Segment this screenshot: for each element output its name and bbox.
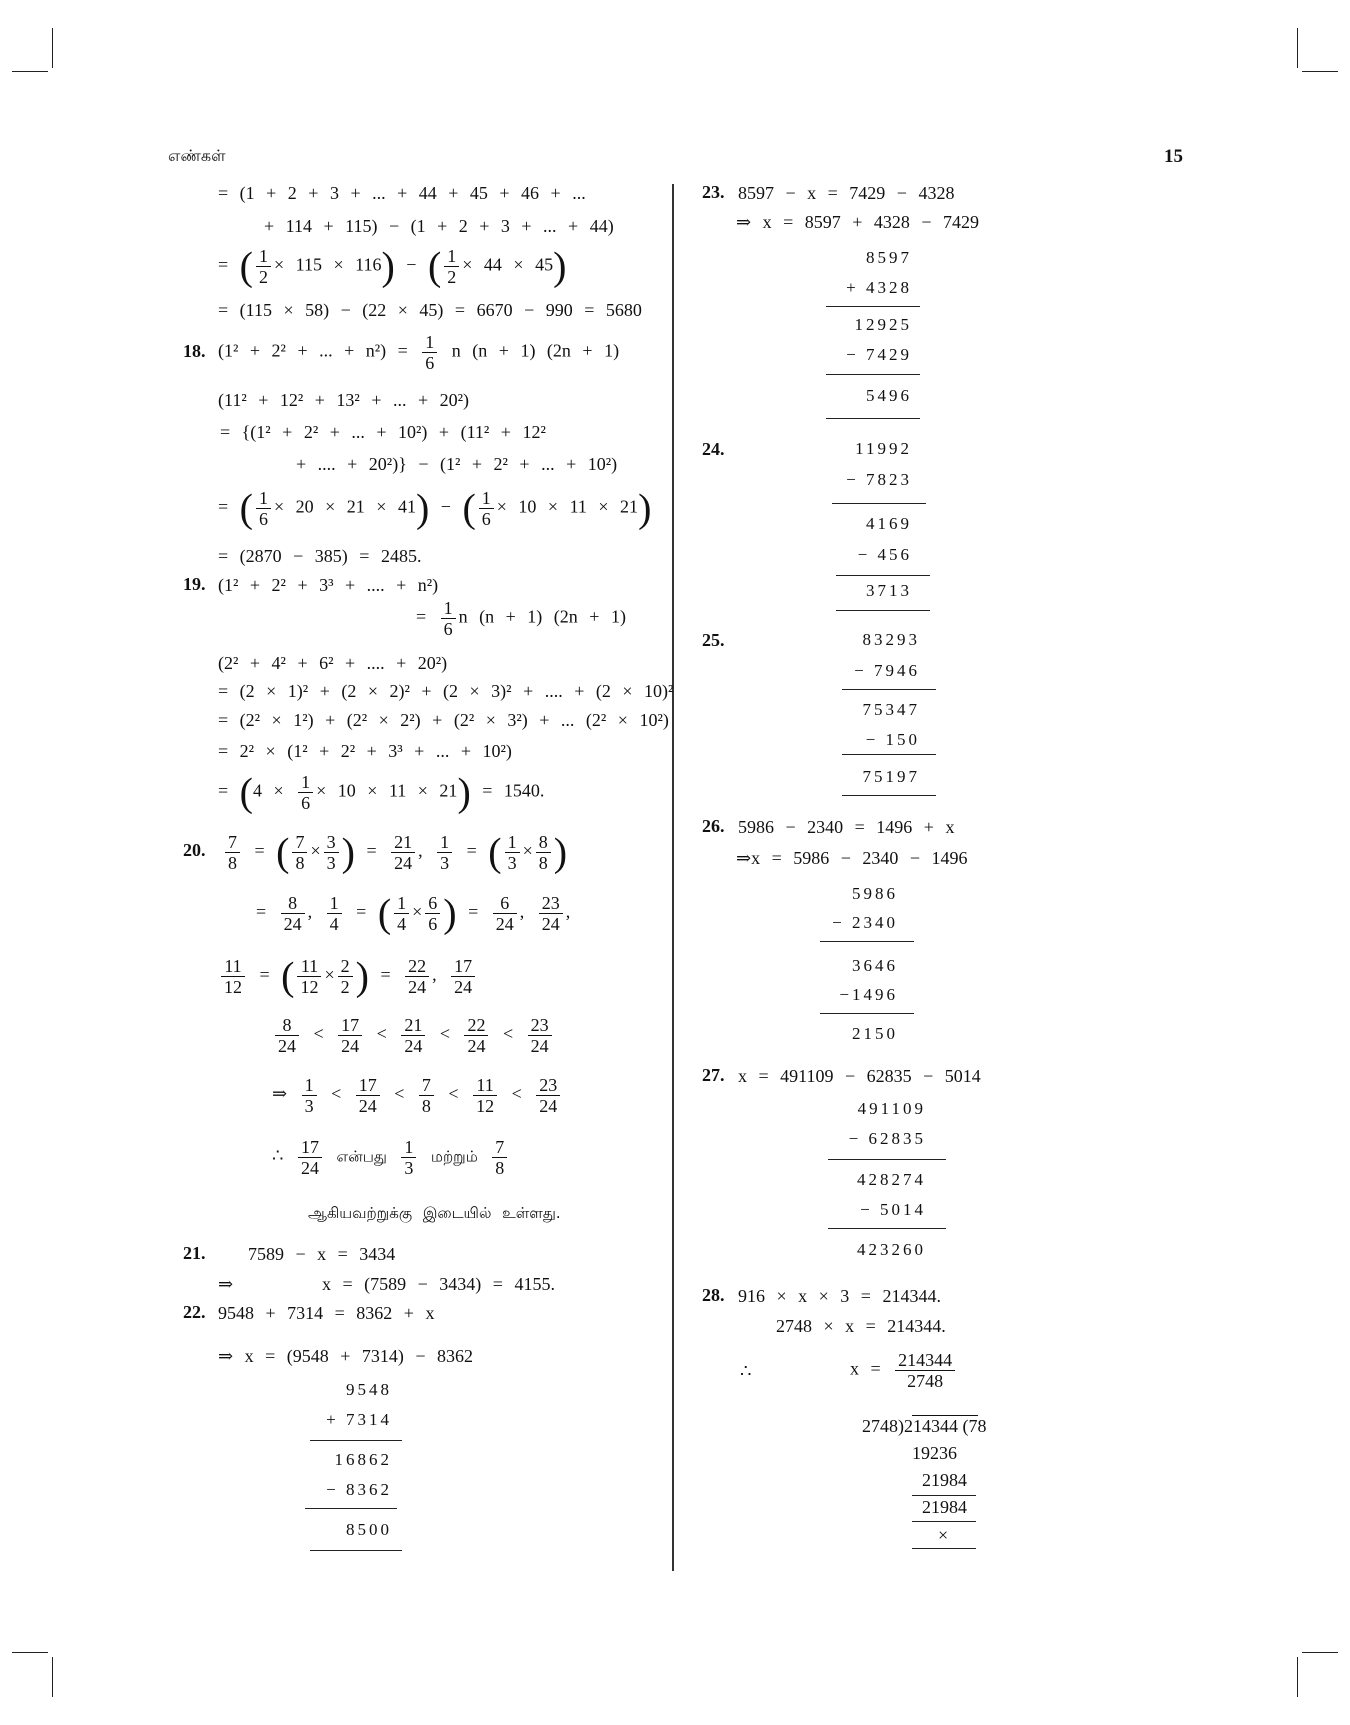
division-line: 2748)214344 (78: [862, 1416, 987, 1436]
column-value: 2150: [852, 1024, 898, 1043]
column-value: 8500: [346, 1520, 392, 1539]
eq-line: ⇒ x = 8597 + 4328 − 7429: [736, 212, 980, 232]
column-value: − 7946: [854, 661, 920, 680]
division-bar: [912, 1415, 978, 1416]
eq-line: + .... + 20²)} − (1² + 2² + ... + 10²): [296, 454, 618, 474]
column-value: − 5014: [860, 1200, 926, 1219]
sum-rule: [826, 306, 920, 307]
eq-line: ⇒: [218, 1274, 234, 1294]
eq-line: $\frac{11}{12}$ = ( $\frac{11}{12}$ × $\frac{2}{2}$ ) = $\frac{22}{24}$ , $\frac{17}{24}$: [218, 956, 478, 997]
question-number: 21.: [183, 1243, 206, 1263]
crop-mark: [12, 1652, 48, 1653]
crop-mark: [12, 71, 48, 72]
eq-line: = ( $\frac{1}{6}$ × 20 × 21 × 41) − ( $\frac{1}{6}$ × 10 × 11 × 21): [218, 485, 652, 531]
sum-rule: [826, 418, 920, 419]
question-number: 19.: [183, 574, 206, 594]
sum-rule: [828, 1159, 946, 1160]
eq-line: = ( $\frac{1}{2}$ × 115 × 116) − ( $\frac{1}{2}$ × 44 × 45): [218, 243, 567, 289]
column-value: + 4328: [846, 278, 912, 297]
eq-line: + 114 + 115) − (1 + 2 + 3 + ... + 44): [264, 216, 614, 236]
crop-mark: [1302, 1652, 1338, 1653]
sum-rule: [842, 795, 936, 796]
column-value: 4169: [866, 514, 912, 533]
question-number: 24.: [702, 439, 725, 459]
column-value: − 7823: [846, 470, 912, 489]
sum-rule: [828, 1228, 946, 1229]
column-value: − 8362: [326, 1480, 392, 1499]
running-header: எண்கள்: [168, 146, 226, 165]
column-value: 423260: [857, 1240, 926, 1259]
question-number: 18.: [183, 341, 206, 361]
column-value: 75347: [862, 700, 920, 719]
eq-line: (11² + 12² + 13² + ... + 20²): [218, 390, 470, 410]
column-value: 11992: [855, 439, 912, 458]
eq-line: (2² + 4² + 6² + .... + 20²): [218, 653, 448, 673]
eq-line: = (2 × 1)² + (2 × 2)² + (2 × 3)² + .... + (2 × 10)²: [218, 681, 674, 701]
eq-line: = $\frac{1}{6}$ n (n + 1) (2n + 1): [416, 598, 626, 639]
eq-line: ⇒ x = (9548 + 7314) − 8362: [218, 1346, 474, 1366]
eq-line: = (115 × 58) − (22 × 45) = 6670 − 990 = 5680: [218, 300, 642, 320]
column-value: 491109: [857, 1099, 926, 1118]
column-divider: [672, 184, 674, 1571]
column-value: −1496: [839, 985, 898, 1004]
eq-line: $\frac{7}{8}$ = ( $\frac{7}{8}$ × $\frac{3}{3}$ ) = $\frac{21}{24}$ , $\frac{1}{3}$ = ( $\frac{1}{3}$ × $\frac{8}{8}$ ): [222, 832, 567, 873]
eq-line: = {(1² + 2² + ... + 10²) + (11² + 12²: [220, 422, 546, 442]
sum-rule: [820, 941, 914, 942]
crop-mark: [1297, 28, 1298, 68]
column-value: 9548: [346, 1380, 392, 1399]
eq-line: x = $\frac{214344}{2748}$: [850, 1350, 958, 1391]
eq-line: x = (7589 − 3434) = 4155.: [322, 1274, 555, 1294]
page-number: 15: [1164, 146, 1183, 167]
sum-rule: [305, 1508, 397, 1509]
crop-mark: [52, 1657, 53, 1697]
column-value: 3713: [866, 581, 912, 600]
eq-line: ⇒x = 5986 − 2340 − 1496: [736, 848, 968, 868]
eq-line: x = 491109 − 62835 − 5014: [738, 1066, 981, 1086]
sum-rule: [836, 610, 930, 611]
eq-line: ⇒ $\frac{1}{3}$ < $\frac{17}{24}$ < $\frac{7}{8}$ < $\frac{11}{12}$ < $\frac{23}{24}$: [272, 1075, 563, 1116]
column-value: 3646: [852, 956, 898, 975]
column-value: − 456: [857, 545, 912, 564]
eq-line: = (4 × $\frac{1}{6}$ × 10 × 11 × 21) = 1540.: [218, 769, 545, 815]
column-value: − 2340: [832, 913, 898, 932]
crop-mark: [1297, 1657, 1298, 1697]
sum-rule: [912, 1521, 976, 1522]
sum-rule: [820, 1013, 914, 1014]
eq-line: 7589 − x = 3434: [248, 1244, 396, 1264]
column-value: 5496: [866, 386, 912, 405]
division-step: 19236: [912, 1443, 957, 1463]
column-value: 83293: [862, 630, 920, 649]
eq-line: 9548 + 7314 = 8362 + x: [218, 1303, 435, 1323]
column-value: − 150: [865, 730, 920, 749]
sum-rule: [826, 374, 920, 375]
question-number: 28.: [702, 1285, 725, 1305]
eq-line: = (2870 − 385) = 2485.: [218, 546, 422, 566]
column-value: 75197: [862, 767, 920, 786]
division-step: 21984: [922, 1470, 967, 1490]
column-value: 16862: [334, 1450, 392, 1469]
division-step: ×: [938, 1525, 949, 1545]
sum-rule: [842, 754, 936, 755]
sum-rule: [832, 503, 926, 504]
sum-rule: [842, 689, 936, 690]
eq-line: 2748 × x = 214344.: [776, 1316, 946, 1336]
question-number: 20.: [183, 840, 206, 860]
column-value: − 62835: [848, 1129, 926, 1148]
eq-line: = (1 + 2 + 3 + ... + 44 + 45 + 46 + ...: [218, 183, 586, 203]
sum-rule: [310, 1440, 402, 1441]
column-value: 8597: [866, 248, 912, 267]
sum-rule: [310, 1550, 402, 1551]
crop-mark: [1302, 71, 1338, 72]
eq-line: = 2² × (1² + 2² + 3³ + ... + 10²): [218, 741, 512, 761]
eq-line: = (2² × 1²) + (2² × 2²) + (2² × 3²) + ... (2² × 10²): [218, 710, 669, 730]
question-number: 23.: [702, 182, 725, 202]
eq-line: $\frac{8}{24}$ < $\frac{17}{24}$ < $\frac{21}{24}$ < $\frac{22}{24}$ < $\frac{23}{24}$: [272, 1015, 555, 1056]
sum-rule: [912, 1548, 976, 1549]
eq-line: ∴ $\frac{17}{24}$ என்பது $\frac{1}{3}$ மற்றும் $\frac{7}{8}$: [272, 1137, 510, 1178]
eq-line: ∴: [740, 1361, 752, 1381]
eq-line: (1² + 2² + 3³ + .... + n²): [218, 575, 439, 595]
question-number: 26.: [702, 816, 725, 836]
eq-line: = $\frac{8}{24}$ , $\frac{1}{4}$ = ( $\frac{1}{4}$ × $\frac{6}{6}$ ) = $\frac{6}{24}$ , $\frac{23}{24}$ ,: [256, 890, 571, 936]
division-step: 21984: [922, 1497, 967, 1517]
eq-line: 5986 − 2340 = 1496 + x: [738, 817, 955, 837]
column-value: 428274: [857, 1170, 926, 1189]
column-value: − 7429: [846, 345, 912, 364]
eq-line: (1² + 2² + ... + n²) = $\frac{1}{6}$ n (n + 1) (2n + 1): [218, 332, 620, 373]
column-value: + 7314: [326, 1410, 392, 1429]
column-value: 5986: [852, 884, 898, 903]
crop-mark: [52, 28, 53, 68]
question-number: 27.: [702, 1065, 725, 1085]
tamil-line: ஆகியவற்றுக்கு இடையில் உள்ளது.: [308, 1204, 561, 1222]
question-number: 22.: [183, 1302, 206, 1322]
column-value: 12925: [854, 315, 912, 334]
sum-rule: [836, 575, 930, 576]
eq-line: 8597 − x = 7429 − 4328: [738, 183, 955, 203]
question-number: 25.: [702, 630, 725, 650]
eq-line: 916 × x × 3 = 214344.: [738, 1286, 941, 1306]
